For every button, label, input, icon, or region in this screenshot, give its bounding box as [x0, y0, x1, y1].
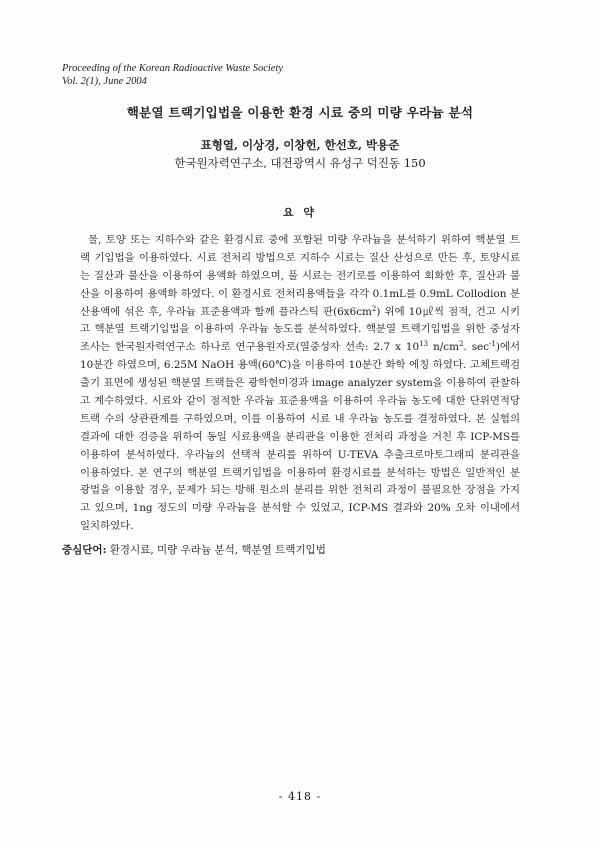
author-list: 표형열, 이상경, 이창헌, 한선호, 박용준	[200, 138, 400, 152]
abstract-body	[80, 232, 520, 536]
abstract-line: 고 핵분열 트랙기입법을 이용하여 우라늄 농도를 분석하였다. 핵분열 트랙기입법을 위한 중성자	[80, 323, 520, 336]
keywords-text: 환경시료, 미량 우라늄 분석, 핵분열 트랙기입법	[106, 544, 326, 556]
superscript: -1	[489, 340, 496, 349]
abstract-heading: 요 약	[282, 206, 318, 219]
abstract-text: 조사는 한국원자력연구소 하나로 연구용원자로(열중성자 선속: 2.7 x 10	[80, 341, 420, 354]
abstract-line: 트랙 수의 상관관계를 구하였으며, 이를 이용하여 시료 내 우라늄 농도를 결정하였다. 본 실험의	[80, 412, 520, 425]
abstract-text: n/cm	[428, 341, 459, 354]
abstract-line	[80, 304, 520, 322]
abstract-line: 랙 기입법을 이용하였다. 시료 전처리 방법으로 지하수 시료는 질산 산성으로 만든 후, 토양시료	[80, 251, 520, 264]
abstract-text: ) 위에 10㎕씩 점적, 건고 시키	[376, 305, 520, 318]
abstract-line: 결과에 대한 검증을 위하여 동일 시료용액을 분리관을 이용한 전처리 과정을 거친 후 ICP-MS를	[80, 430, 520, 443]
affiliation: 한국원자력연구소, 대전광역시 유성구 덕진동 150	[174, 156, 426, 170]
keywords-label: 중심단어:	[62, 544, 107, 556]
abstract-line: 고 계수하였다. 시료와 같이 점적한 우라늄 표준용액을 이용하여 우라늄 농도에 대한 단위면적당	[80, 395, 520, 408]
abstract-line: 이용하여 분석하였다. 우라늄의 선택적 분리를 위하여 U-TEVA 추출크로마토그래피 분리관을	[80, 448, 520, 461]
page-number: - 418 -	[278, 790, 322, 803]
journal-volume: Vol. 2(1), June 2004	[62, 76, 147, 87]
keywords	[62, 542, 326, 557]
abstract-text: 산용액에 섞은 후, 우라늄 표준용액과 함께 플라스틱 판(6x6cm	[80, 305, 372, 318]
abstract-line: 10분간 하였으며, 6.25M NaOH 용액(60℃)을 이용하여 10분간 화학 에칭 하였다. 고체트랙검	[80, 359, 520, 372]
superscript: 2	[371, 304, 377, 313]
abstract-line: 는 질산과 불산을 이용하여 용액화 하였으며, 풀 시료는 전기로를 이용하여 회화한 후, 질산과 불	[80, 269, 520, 282]
journal-name: Proceeding of the Korean Radioactive Waste Society	[62, 63, 284, 74]
abstract-line: 일치하였다.	[80, 520, 134, 533]
abstract-line	[80, 339, 520, 357]
superscript: 2	[458, 340, 464, 349]
abstract-line: 산을 이용하여 용액화 하였다. 이 환경시료 전처리용액들을 각각 0.1mL를 0.9mL Collodion 분	[80, 287, 520, 300]
paper-title: 핵분열 트랙기입법을 이용한 환경 시료 중의 미량 우라늄 분석	[126, 105, 474, 120]
abstract-line: 출기 표면에 생성된 핵분열 트랙들은 광학현미경과 image analyzer system을 이용하여 관찰하	[80, 377, 520, 390]
abstract-line: 이용하였다. 본 연구의 핵분열 트랙기입법을 이용하여 환경시료를 분석하는 방법은 일반적인 분	[80, 466, 520, 479]
abstract-text: )에서	[495, 341, 520, 354]
abstract-line: 광법을 이용할 경우, 문제가 되는 방해 원소의 분리를 위한 전처리 과정이 불필요한 장점을 가지	[80, 484, 520, 497]
journal-header	[62, 62, 283, 88]
abstract-text: . sec	[463, 341, 490, 354]
abstract-line: 물, 토양 또는 지하수와 같은 환경시료 중에 포함된 미량 우라늄을 분석하기 위하여 핵분열 트	[88, 234, 520, 246]
abstract-line: 고 있으며, 1ng 정도의 미량 우라늄을 분석할 수 있었고, ICP-MS 결과와 20% 오차 이내에서	[80, 502, 520, 515]
superscript: 13	[419, 340, 429, 349]
